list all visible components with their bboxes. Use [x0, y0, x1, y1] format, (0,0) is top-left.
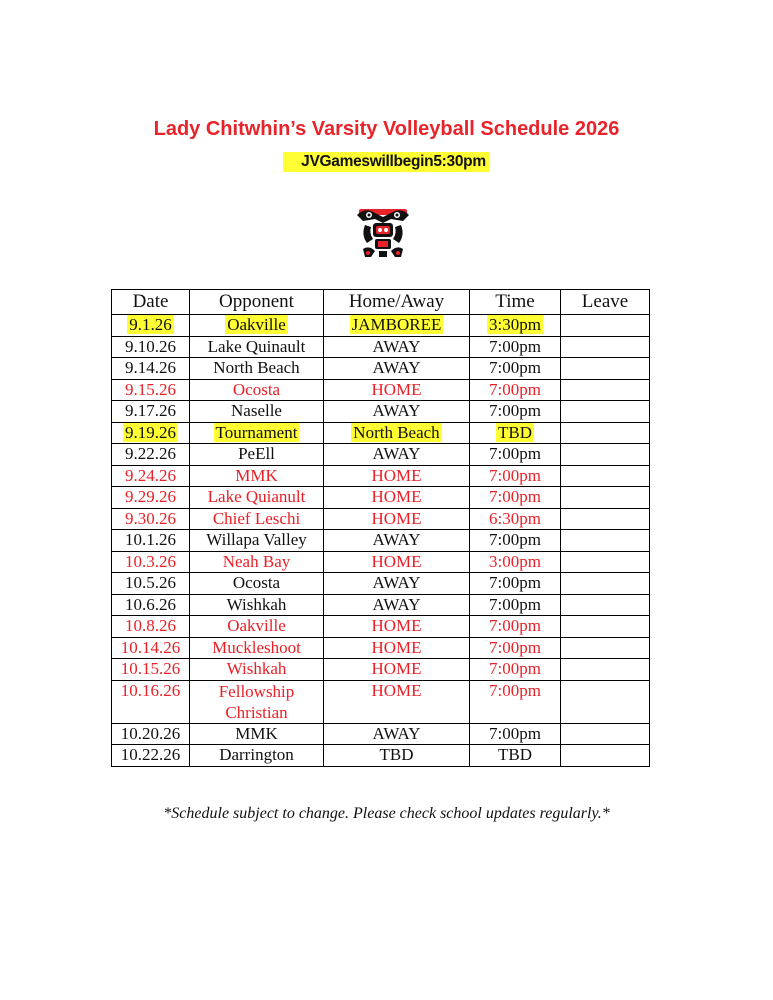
cell-opponent: [190, 358, 324, 380]
date-text: 9.17.26: [125, 401, 176, 420]
cell-time: [470, 315, 561, 337]
time-text: 7:00pm: [489, 594, 541, 614]
cell-date: [112, 508, 190, 530]
cell-time: [470, 508, 561, 530]
page-title: Lady Chitwhin’s Varsity Volleyball Schedule 2026: [153, 118, 620, 140]
cell-opponent: [190, 315, 324, 337]
cell-home-away: [324, 422, 470, 444]
home-away-text: TBD: [379, 745, 414, 764]
header-leave: Leave: [561, 290, 650, 315]
cell-opponent: [190, 723, 324, 745]
cell-home-away: [324, 465, 470, 487]
table-row: [112, 465, 650, 487]
home-away-text: AWAY: [372, 336, 421, 356]
cell-home-away: [324, 573, 470, 595]
time-text: 7:00pm: [489, 573, 541, 592]
cell-home-away: [324, 401, 470, 423]
home-away-text: HOME: [371, 487, 422, 506]
opponent-text: North Beach: [213, 358, 300, 377]
time-text: 7:00pm: [489, 336, 541, 356]
cell-time: [470, 616, 561, 638]
cell-opponent: [190, 444, 324, 466]
opponent-text: Ocosta: [232, 379, 281, 399]
cell-time: [470, 379, 561, 401]
table-row: [112, 358, 650, 380]
cell-leave: [561, 530, 650, 552]
opponent-text: Oakville: [227, 616, 286, 635]
date-text: 9.29.26: [125, 487, 176, 506]
opponent-text: Darrington: [219, 745, 294, 764]
table-row: [112, 422, 650, 444]
cell-leave: [561, 594, 650, 616]
cell-date: [112, 444, 190, 466]
home-away-text: HOME: [371, 551, 422, 571]
cell-opponent: [190, 745, 324, 767]
table-row: [112, 745, 650, 767]
home-away-text: AWAY: [372, 358, 421, 377]
header-home-away: Home/Away: [324, 290, 470, 315]
table-row: [112, 616, 650, 638]
cell-leave: [561, 508, 650, 530]
table-row: [112, 336, 650, 358]
cell-time: [470, 422, 561, 444]
home-away-text: North Beach: [353, 422, 440, 442]
cell-opponent: [190, 379, 324, 401]
table-row: [112, 573, 650, 595]
date-text: 10.6.26: [125, 594, 176, 614]
cell-opponent: [190, 530, 324, 552]
cell-leave: [561, 659, 650, 681]
opponent-text: Lake Quianult: [207, 487, 306, 506]
cell-time: [470, 680, 561, 723]
date-text: 10.8.26: [125, 616, 176, 635]
home-away-text: AWAY: [372, 444, 421, 463]
cell-home-away: [324, 487, 470, 509]
opponent-text: Fellowship Christian: [218, 681, 295, 722]
cell-opponent: [190, 336, 324, 358]
cell-home-away: [324, 551, 470, 573]
date-text: 9.15.26: [125, 379, 176, 399]
date-text: 10.16.26: [120, 680, 181, 700]
home-away-text: HOME: [371, 680, 422, 700]
cell-time: [470, 723, 561, 745]
cell-date: [112, 616, 190, 638]
cell-home-away: [324, 659, 470, 681]
date-text: 10.20.26: [120, 723, 181, 743]
cell-time: [470, 358, 561, 380]
cell-leave: [561, 444, 650, 466]
cell-opponent: [190, 637, 324, 659]
time-text: TBD: [498, 422, 532, 442]
opponent-text: Oakville: [227, 315, 286, 334]
table-row: [112, 530, 650, 552]
home-away-text: HOME: [371, 379, 422, 399]
date-text: 10.5.26: [125, 573, 176, 592]
home-away-text: HOME: [371, 465, 422, 485]
cell-opponent: [190, 680, 324, 723]
opponent-text: Willapa Valley: [206, 530, 307, 549]
native-art-emblem-icon: [355, 205, 411, 259]
cell-opponent: [190, 487, 324, 509]
cell-leave: [561, 358, 650, 380]
cell-date: [112, 465, 190, 487]
cell-leave: [561, 637, 650, 659]
cell-opponent: [190, 551, 324, 573]
cell-opponent: [190, 616, 324, 638]
cell-time: [470, 637, 561, 659]
cell-time: [470, 401, 561, 423]
time-text: 7:00pm: [489, 379, 541, 399]
date-text: 9.14.26: [125, 358, 176, 377]
cell-opponent: [190, 508, 324, 530]
jv-games-note: JVGameswillbegin5:30pm: [283, 152, 490, 172]
cell-time: [470, 594, 561, 616]
opponent-text: Wishkah: [226, 659, 287, 678]
cell-leave: [561, 723, 650, 745]
cell-time: [470, 336, 561, 358]
table-row: [112, 487, 650, 509]
home-away-text: JAMBOREE: [351, 315, 442, 334]
cell-leave: [561, 551, 650, 573]
opponent-text: MMK: [235, 465, 278, 485]
opponent-text: Muckleshoot: [212, 637, 301, 657]
date-text: 9.19.26: [125, 422, 176, 442]
time-text: 7:00pm: [489, 487, 541, 506]
time-text: 7:00pm: [489, 444, 541, 463]
home-away-text: HOME: [371, 659, 422, 678]
date-text: 9.24.26: [125, 465, 176, 485]
time-text: 7:00pm: [489, 723, 541, 743]
cell-leave: [561, 379, 650, 401]
cell-leave: [561, 487, 650, 509]
cell-date: [112, 551, 190, 573]
table-row: [112, 637, 650, 659]
cell-opponent: [190, 422, 324, 444]
opponent-text: Lake Quinault: [207, 336, 306, 356]
table-header-row: [112, 290, 650, 315]
cell-leave: [561, 465, 650, 487]
time-text: 7:00pm: [489, 358, 541, 377]
table-row: [112, 551, 650, 573]
cell-date: [112, 315, 190, 337]
header-time: Time: [470, 290, 561, 315]
cell-date: [112, 487, 190, 509]
cell-date: [112, 573, 190, 595]
time-text: 7:00pm: [489, 659, 541, 678]
opponent-text: PeEll: [238, 444, 275, 463]
cell-time: [470, 444, 561, 466]
time-text: 7:00pm: [489, 616, 541, 635]
cell-home-away: [324, 723, 470, 745]
time-text: 7:00pm: [489, 680, 541, 700]
footnote: *Schedule subject to change. Please check school updates regularly.*: [163, 805, 610, 822]
cell-date: [112, 637, 190, 659]
date-text: 10.1.26: [125, 530, 176, 549]
cell-date: [112, 358, 190, 380]
time-text: 6:30pm: [489, 508, 541, 528]
date-text: 10.15.26: [120, 659, 181, 678]
cell-time: [470, 551, 561, 573]
opponent-text: Wishkah: [226, 594, 287, 614]
opponent-text: Naselle: [231, 401, 282, 420]
date-text: 10.22.26: [120, 745, 181, 764]
table-row: [112, 659, 650, 681]
cell-date: [112, 680, 190, 723]
time-text: 7:00pm: [489, 401, 541, 420]
table-row: [112, 680, 650, 723]
cell-leave: [561, 573, 650, 595]
opponent-text: Chief Leschi: [212, 508, 301, 528]
cell-date: [112, 723, 190, 745]
schedule-body: [112, 315, 650, 767]
subtitle-container: [0, 152, 773, 172]
cell-leave: [561, 680, 650, 723]
schedule-table: [111, 289, 650, 767]
cell-opponent: [190, 659, 324, 681]
cell-leave: [561, 401, 650, 423]
table-row: [112, 379, 650, 401]
time-text: TBD: [498, 745, 532, 764]
cell-time: [470, 530, 561, 552]
cell-home-away: [324, 594, 470, 616]
date-text: 10.14.26: [120, 637, 181, 657]
time-text: 7:00pm: [489, 530, 541, 549]
home-away-text: AWAY: [372, 573, 421, 592]
cell-leave: [561, 422, 650, 444]
table-row: [112, 444, 650, 466]
cell-leave: [561, 315, 650, 337]
cell-home-away: [324, 315, 470, 337]
home-away-text: HOME: [371, 637, 422, 657]
time-text: 3:00pm: [489, 551, 541, 571]
date-text: 9.10.26: [125, 336, 176, 356]
cell-time: [470, 465, 561, 487]
home-away-text: AWAY: [372, 723, 421, 743]
cell-opponent: [190, 401, 324, 423]
date-text: 9.30.26: [125, 508, 176, 528]
table-row: [112, 723, 650, 745]
cell-date: [112, 422, 190, 444]
cell-date: [112, 530, 190, 552]
time-text: 7:00pm: [489, 637, 541, 657]
time-text: 7:00pm: [489, 465, 541, 485]
date-text: 10.3.26: [125, 551, 176, 571]
cell-home-away: [324, 444, 470, 466]
cell-date: [112, 336, 190, 358]
cell-home-away: [324, 745, 470, 767]
cell-date: [112, 379, 190, 401]
opponent-text: Ocosta: [232, 573, 281, 592]
home-away-text: AWAY: [372, 594, 421, 614]
opponent-text: Neah Bay: [222, 551, 291, 571]
opponent-text: MMK: [235, 723, 278, 743]
cell-date: [112, 594, 190, 616]
cell-leave: [561, 336, 650, 358]
date-text: 9.22.26: [125, 444, 176, 463]
cell-time: [470, 573, 561, 595]
cell-home-away: [324, 530, 470, 552]
cell-home-away: [324, 508, 470, 530]
date-text: 9.1.26: [129, 315, 172, 334]
header-opponent: Opponent: [190, 290, 324, 315]
cell-home-away: [324, 358, 470, 380]
table-row: [112, 401, 650, 423]
opponent-text: Tournament: [215, 422, 298, 442]
time-text: 3:30pm: [489, 315, 541, 334]
cell-date: [112, 745, 190, 767]
header-date: Date: [112, 290, 190, 315]
cell-opponent: [190, 573, 324, 595]
cell-time: [470, 487, 561, 509]
cell-home-away: [324, 637, 470, 659]
cell-time: [470, 659, 561, 681]
cell-opponent: [190, 465, 324, 487]
home-away-text: HOME: [371, 616, 422, 635]
cell-leave: [561, 616, 650, 638]
cell-date: [112, 401, 190, 423]
cell-home-away: [324, 616, 470, 638]
home-away-text: AWAY: [372, 401, 421, 420]
table-row: [112, 508, 650, 530]
cell-time: [470, 745, 561, 767]
cell-opponent: [190, 594, 324, 616]
cell-date: [112, 659, 190, 681]
cell-home-away: [324, 680, 470, 723]
home-away-text: AWAY: [372, 530, 421, 549]
cell-home-away: [324, 336, 470, 358]
home-away-text: HOME: [371, 508, 422, 528]
table-row: [112, 315, 650, 337]
table-row: [112, 594, 650, 616]
cell-leave: [561, 745, 650, 767]
cell-home-away: [324, 379, 470, 401]
